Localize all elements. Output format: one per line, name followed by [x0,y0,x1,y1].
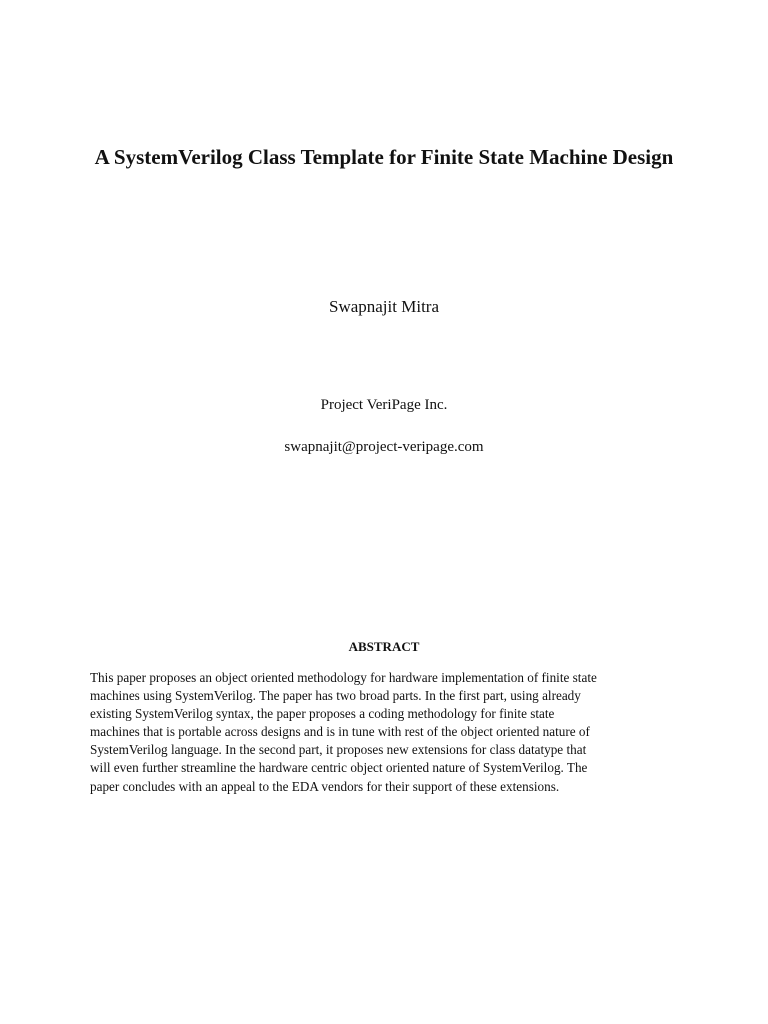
abstract-body [90,669,680,796]
paper-title: A SystemVerilog Class Template for Finite State Machine Design [94,145,674,169]
abstract-line: paper concludes with an appeal to the EDA vendors for their support of these extensions. [90,778,560,794]
abstract-line: existing SystemVerilog syntax, the paper proposes a coding methodology for finite state [90,706,555,722]
abstract-heading: ABSTRACT [348,639,420,654]
abstract-line: SystemVerilog language. In the second part, it proposes new extensions for class datatype that [90,742,587,758]
abstract-line: will even further streamline the hardware centric object oriented nature of SystemVerilog. The [90,760,588,776]
abstract-line: machines that is portable across designs and is in tune with rest of the object oriented nature of [90,724,590,740]
author-name: Swapnajit Mitra [328,297,439,316]
author-affiliation: Project VeriPage Inc. [320,397,448,413]
abstract-line: machines using SystemVerilog. The paper has two broad parts. In the first part, using already [90,688,581,704]
author-email: swapnajit@project-veripage.com [284,439,484,455]
abstract-line: This paper proposes an object oriented methodology for hardware implementation of finite state [90,670,597,685]
